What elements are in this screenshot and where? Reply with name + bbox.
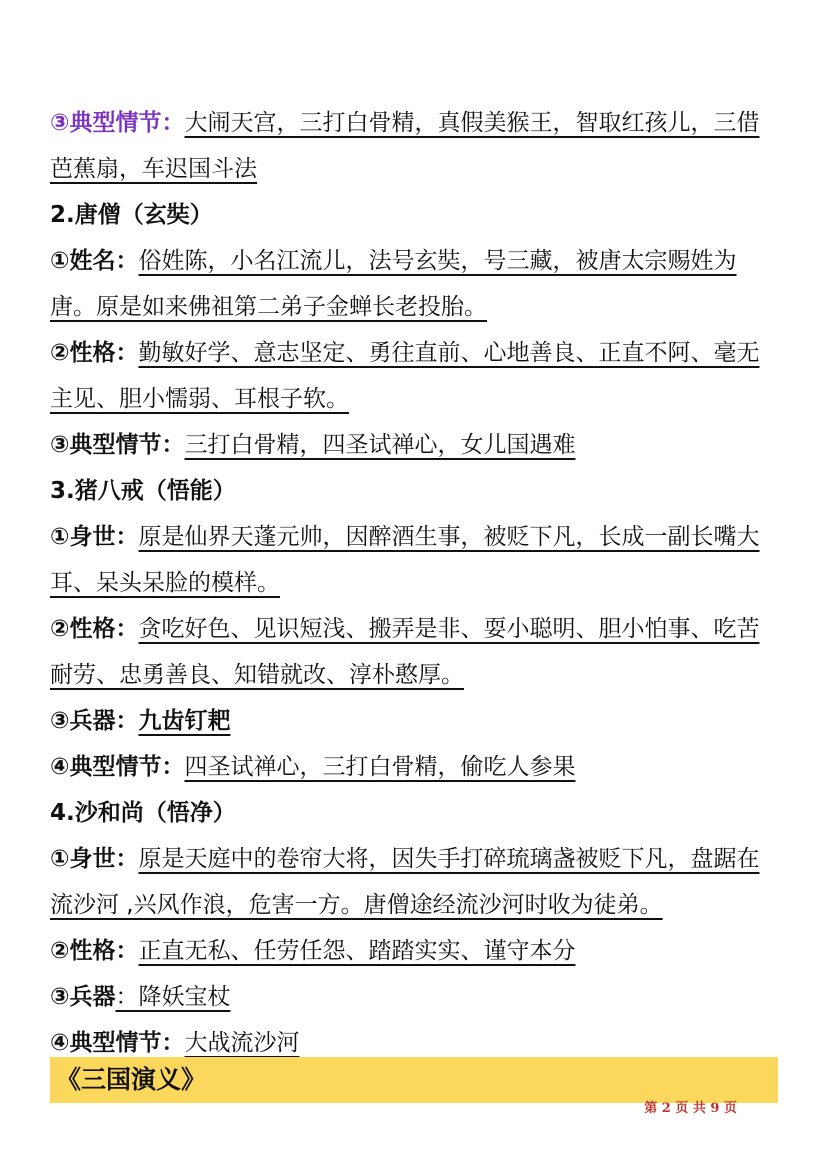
origin-label: ①身世：	[50, 524, 139, 550]
weapon-text: 九齿钉耙	[138, 708, 231, 734]
personality-label: ②性格：	[50, 938, 139, 964]
origin-entry	[50, 514, 780, 606]
origin-entry	[50, 836, 780, 928]
section-heading-zhubajie: 3.猪八戒（悟能）	[50, 478, 236, 504]
personality-label: ②性格：	[50, 616, 139, 642]
plots-label: ④典型情节：	[50, 754, 185, 780]
personality-label: ②性格：	[50, 340, 139, 366]
page-indicator: 第 2 页 共 9 页	[644, 1101, 737, 1116]
plots-text: 大战流沙河	[184, 1030, 300, 1056]
plots-entry	[50, 422, 780, 468]
weapon-label: ③兵器	[50, 984, 116, 1010]
plots-entry	[50, 100, 780, 192]
plots-label: ③典型情节：	[50, 432, 185, 458]
banner-title: 《三国演义》	[56, 1065, 207, 1094]
weapon-entry	[50, 974, 780, 1020]
origin-text: 原是仙界天蓬元帅，因醉酒生事，被贬下凡，长成一副长嘴大耳、呆头呆脸的模样。	[50, 524, 760, 596]
personality-entry	[50, 330, 780, 422]
personality-text: 正直无私、任劳任怨、踏踏实实、谨守本分	[138, 938, 576, 964]
weapon-entry	[50, 698, 780, 744]
name-entry	[50, 238, 780, 330]
weapon-text: ：降妖宝杖	[115, 984, 231, 1010]
personality-text: 勤敏好学、意志坚定、勇往直前、心地善良、正直不阿、毫无主见、胆小懦弱、耳根子软。	[50, 340, 760, 412]
plots-text: 三打白骨精，四圣试禅心，女儿国遇难	[184, 432, 576, 458]
personality-entry	[50, 606, 780, 698]
document-body	[50, 100, 780, 1066]
personality-entry	[50, 928, 780, 974]
section-heading-shaheshang: 4.沙和尚（悟净）	[50, 800, 236, 826]
personality-text: 贪吃好色、见识短浅、搬弄是非、耍小聪明、胆小怕事、吃苦耐劳、忠勇善良、知错就改、淳朴憨厚。	[50, 616, 760, 688]
plots-entry	[50, 744, 780, 790]
name-label: ①姓名：	[50, 248, 139, 274]
section-heading-tangseng: 2.唐僧（玄奘）	[50, 202, 213, 228]
plots-label: ③典型情节：	[50, 110, 185, 136]
plots-text: 大闹天宫，三打白骨精，真假美猴王，智取红孩儿，三借芭蕉扇，车迟国斗法	[50, 110, 760, 182]
plots-text: 四圣试禅心，三打白骨精，偷吃人参果	[184, 754, 576, 780]
name-text: 俗姓陈，小名江流儿，法号玄奘，号三藏，被唐太宗赐姓为唐。原是如来佛祖第二弟子金蝉长老投胎。	[50, 248, 737, 320]
origin-text: 原是天庭中的卷帘大将，因失手打碎琉璃盏被贬下凡，盘踞在流沙河 ,兴风作浪，危害一方。唐僧途经流沙河时收为徒弟。	[50, 846, 760, 918]
origin-label: ①身世：	[50, 846, 139, 872]
plots-label: ④典型情节：	[50, 1030, 185, 1056]
weapon-label: ③兵器：	[50, 708, 139, 734]
